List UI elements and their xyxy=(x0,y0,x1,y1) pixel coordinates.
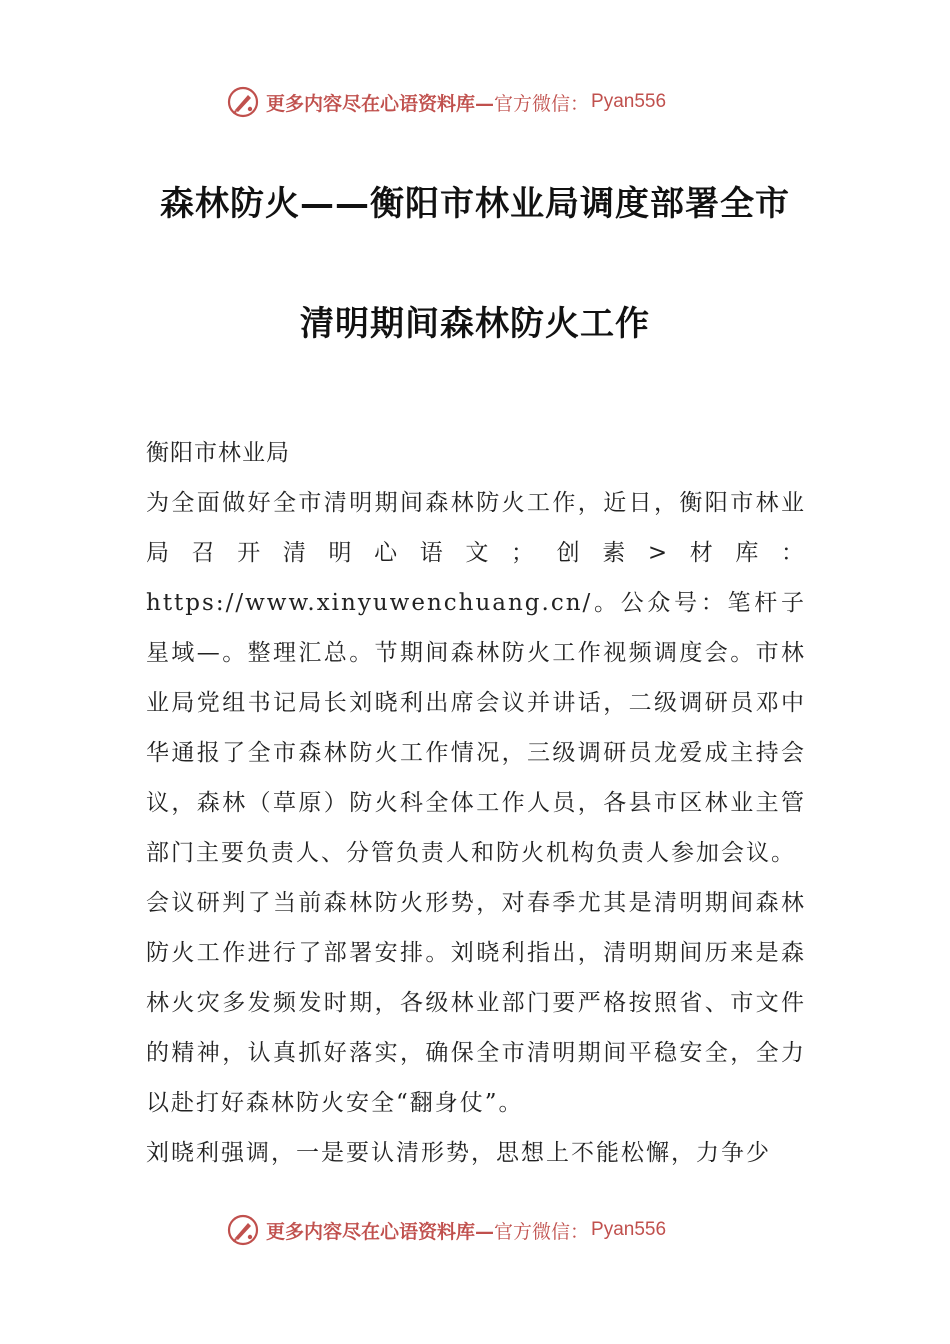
watermark-text: 更多内容尽在心语资料库— xyxy=(266,1220,495,1243)
author-line: 衡阳市林业局 xyxy=(146,440,290,466)
pen-logo-icon xyxy=(226,1213,260,1247)
document-title-line-1: 森林防火——衡阳市林业局调度部署全市 xyxy=(160,184,790,224)
paragraph: 为全面做好全市清明期间森林防火工作，近日，衡阳市林业局召开清明心语文；创素>材库：https://www.xinyuwenchuang.cn/。公众号：笔杆子星域—。整理汇总。节期间森林防火工作视频调度会。市林业局党组书记局长刘晓利出席会议并讲话，二级调研员邓中华通报了全市森林防火工作情况，三级调研员龙爱成主持会议，森林（草原）防火科全体工作人员，各县市区林业主管部门主要负责人、分管负责人和防火机构负责人参加会议。 xyxy=(146,490,806,866)
wechat-label: 官方微信： xyxy=(494,92,590,115)
paragraph: 会议研判了当前森林防火形势，对春季尤其是清明期间森林防火工作进行了部署安排。刘晓利指出，清明期间历来是森林火灾多发频发时期，各级林业部门要严格按照省、市文件的精神，认真抓好落实，确保全市清明期间平稳安全，全力以赴打好森林防火安全“翻身仗”。 xyxy=(146,890,806,1116)
pen-logo-icon xyxy=(226,85,260,119)
wechat-account: Pyan556 xyxy=(591,91,667,112)
watermark-banner-bottom xyxy=(226,1210,746,1250)
document-body xyxy=(146,428,806,1178)
watermark-banner-top xyxy=(226,82,746,122)
watermark-text: 更多内容尽在心语资料库— xyxy=(266,92,495,115)
document-title-line-2: 清明期间森林防火工作 xyxy=(300,304,650,344)
paragraph: 刘晓利强调，一是要认清形势，思想上不能松懈，力争少 xyxy=(146,1140,771,1166)
wechat-account: Pyan556 xyxy=(591,1219,667,1240)
wechat-label: 官方微信： xyxy=(494,1220,590,1243)
